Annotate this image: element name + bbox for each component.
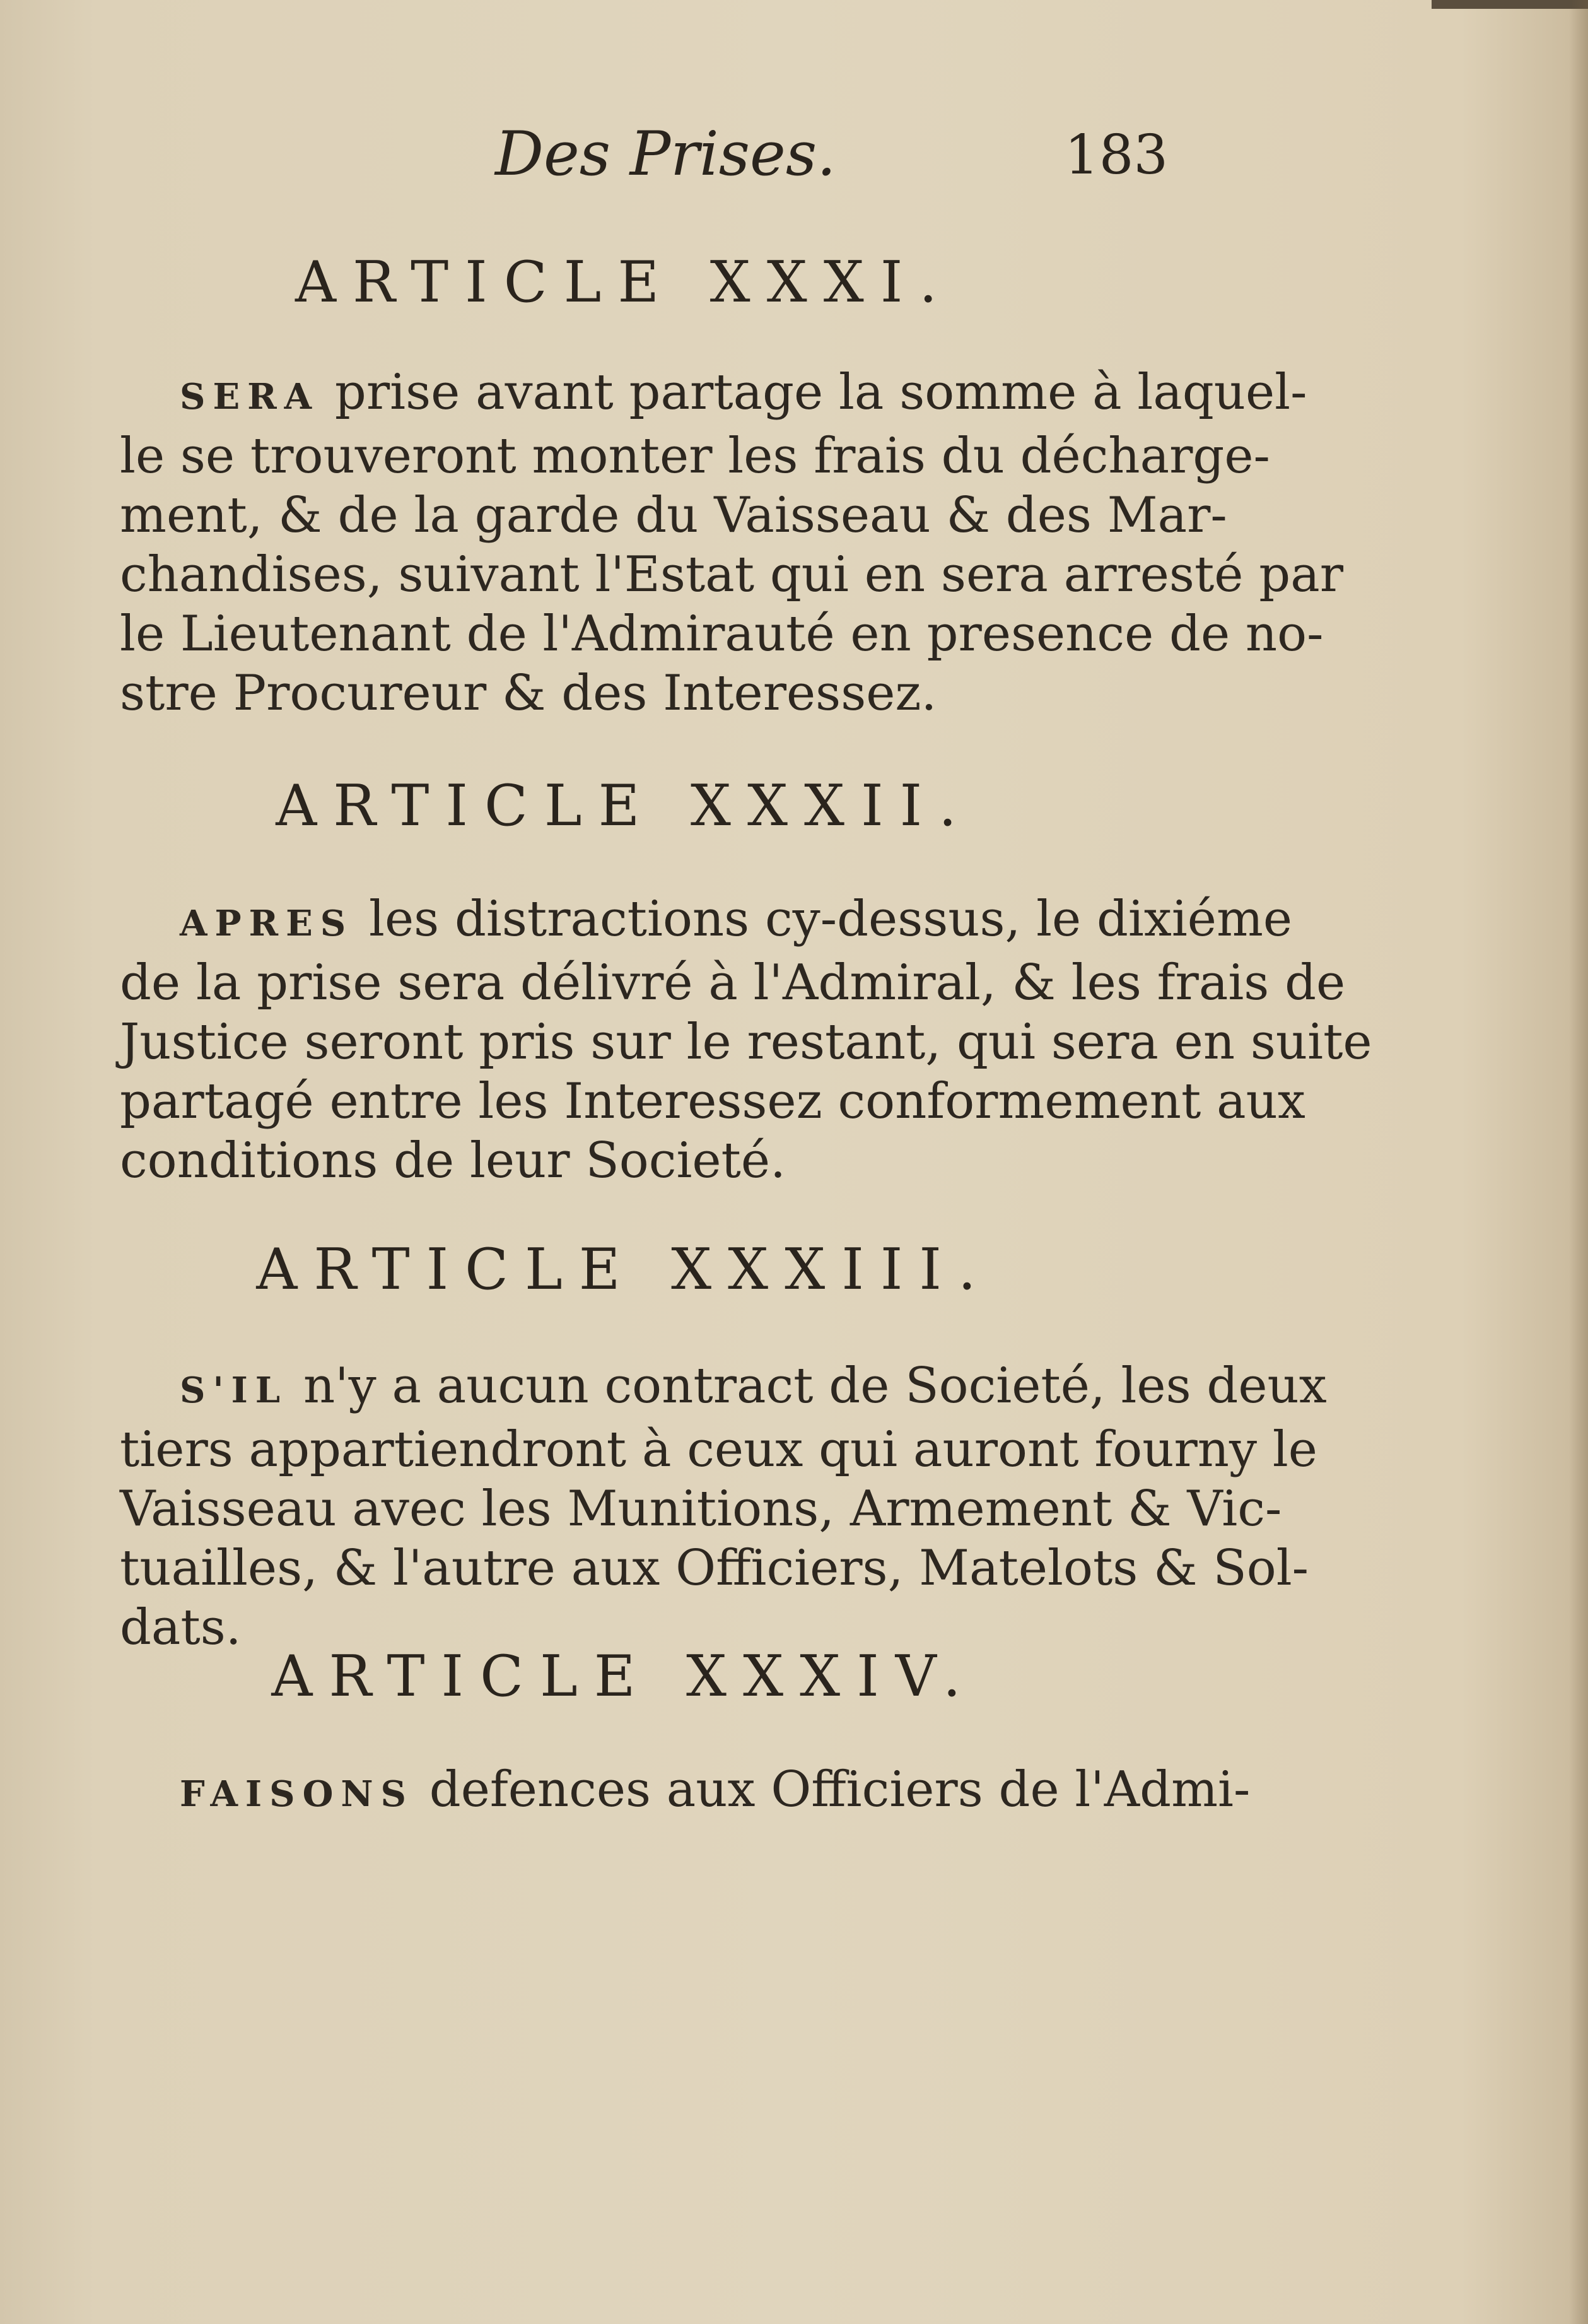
article-heading: ARTICLE XXXIV. <box>271 1643 978 1710</box>
lead-word: SERA <box>180 376 320 418</box>
paragraph-line: le se trouveront monter les frais du décharge- <box>120 428 1270 484</box>
paragraph-line: S'IL n'y a aucun contract de Societé, les deux <box>180 1358 1327 1414</box>
lead-word: APRES <box>180 903 354 944</box>
article-heading: ARTICLE XXXII. <box>276 773 973 839</box>
paragraph-line: stre Procureur & des Interessez. <box>120 665 937 722</box>
page-edge-shadow-right <box>1569 0 1588 2324</box>
paragraph-line: partagé entre les Interessez conformement aux <box>120 1073 1305 1130</box>
article-heading: ARTICLE XXXI. <box>295 249 954 315</box>
lead-word: S'IL <box>180 1370 288 1411</box>
article-paragraph <box>120 889 1372 1190</box>
paragraph-line: Justice seront pris sur le restant, qui sera en suite <box>120 1014 1372 1071</box>
paragraph-line: FAISONS defences aux Officiers de l'Admi- <box>180 1761 1251 1818</box>
paragraph-line: tuailles, & l'autre aux Officiers, Matelots & Sol- <box>120 1540 1309 1597</box>
article-paragraph <box>120 363 1343 723</box>
article-heading: ARTICLE XXXIII. <box>256 1236 993 1303</box>
paragraph-line: dats. <box>120 1599 242 1656</box>
paragraph-line: de la prise sera délivré à l'Admiral, & les frais de <box>120 954 1346 1011</box>
page-number: 183 <box>1065 124 1169 187</box>
article-paragraph <box>120 1356 1327 1657</box>
paragraph-line: tiers appartiendront à ceux qui auront fourny le <box>120 1421 1317 1478</box>
article-paragraph <box>120 1760 1251 1824</box>
paragraph-line: le Lieutenant de l'Admirauté en presence de no- <box>120 606 1324 662</box>
lead-word: FAISONS <box>180 1773 414 1815</box>
paragraph-line: Vaisseau avec les Munitions, Armement & Vic- <box>120 1481 1282 1537</box>
paragraph-line: chandises, suivant l'Estat qui en sera arresté par <box>120 546 1343 603</box>
running-title: Des Prises. <box>495 119 836 189</box>
paragraph-line: ment, & de la garde du Vaisseau & des Mar- <box>120 487 1227 544</box>
page-edge-shadow-top <box>1432 0 1588 9</box>
paragraph-line: SERA prise avant partage la somme à laquel- <box>180 364 1307 421</box>
paragraph-line: APRES les distractions cy-dessus, le dixiéme <box>180 891 1293 948</box>
paragraph-line: conditions de leur Societé. <box>120 1132 786 1189</box>
